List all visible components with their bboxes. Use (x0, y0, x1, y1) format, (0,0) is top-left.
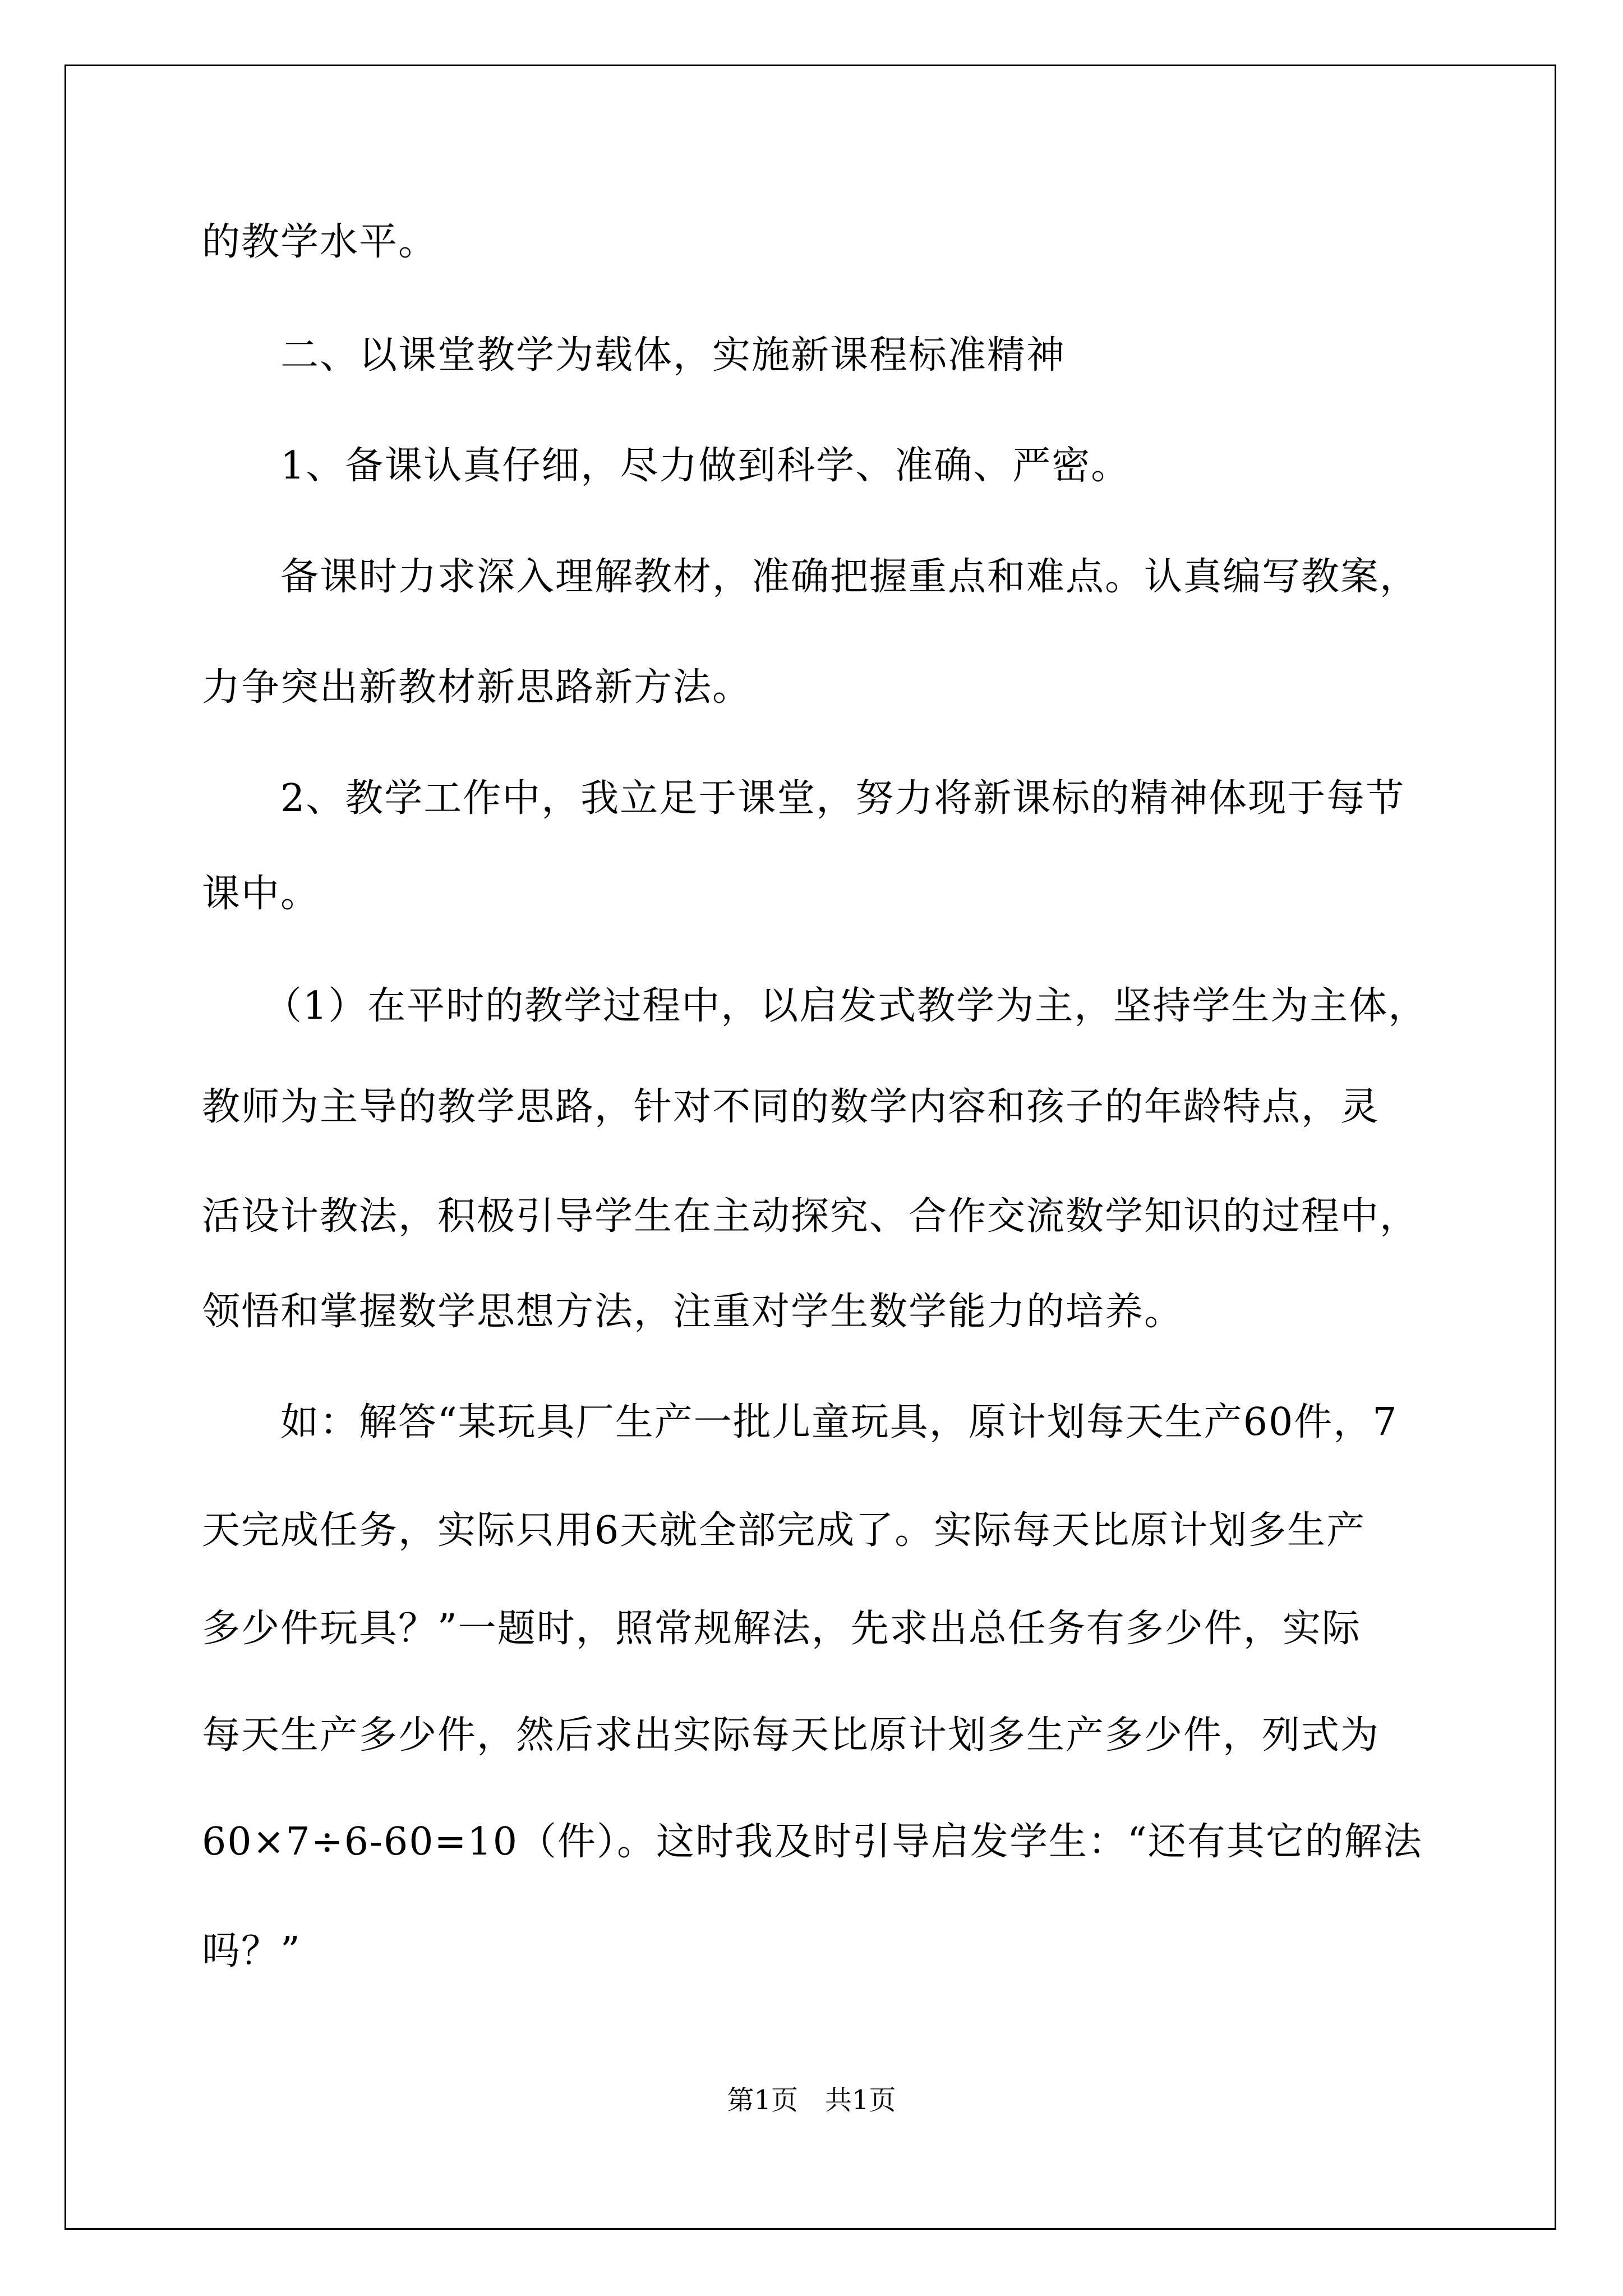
text-line: 备课时力求深入理解教材，准确把握重点和难点。认真编写教案， (280, 555, 1419, 599)
text-line: 每天生产多少件，然后求出实际每天比原计划多生产多少件，列式为 (202, 1713, 1380, 1757)
text-line: 吗？” (202, 1929, 301, 1973)
text-line: 领悟和掌握数学思想方法，注重对学生数学能力的培养。 (202, 1290, 1184, 1334)
text-line: 如：解答“某玩具厂生产一批儿童玩具，原计划每天生产60件，7 (280, 1400, 1398, 1444)
text-line: 活设计教法，积极引导学生在主动探究、合作交流数学知识的过程中， (202, 1194, 1419, 1239)
text-line: 课中。 (202, 872, 320, 916)
text-line: 教师为主导的教学思路，针对不同的数学内容和孩子的年龄特点，灵 (202, 1085, 1380, 1129)
item-heading: 2、教学工作中，我立足于课堂，努力将新课标的精神体现于每节 (280, 776, 1405, 821)
text-line: 多少件玩具？”一题时，照常规解法，先求出总任务有多少件，实际 (202, 1607, 1361, 1651)
page-border (64, 65, 1556, 2230)
item-heading: 1、备课认真仔细，尽力做到科学、准确、严密。 (280, 444, 1131, 488)
text-line: （1）在平时的教学过程中，以启发式教学为主，坚持学生为主体， (264, 984, 1428, 1028)
text-line: 力争突出新教材新思路新方法。 (202, 665, 752, 710)
page-number: 第1页 共1页 (727, 2085, 896, 2116)
section-heading: 二、以课堂教学为载体，实施新课程标准精神 (280, 333, 1066, 378)
text-line: 60×7÷6-60=10（件）。这时我及时引导启发学生：“还有其它的解法 (202, 1820, 1423, 1864)
text-line: 天完成任务，实际只用6天就全部完成了。实际每天比原计划多生产 (202, 1508, 1366, 1553)
text-line: 的教学水平。 (202, 220, 438, 264)
